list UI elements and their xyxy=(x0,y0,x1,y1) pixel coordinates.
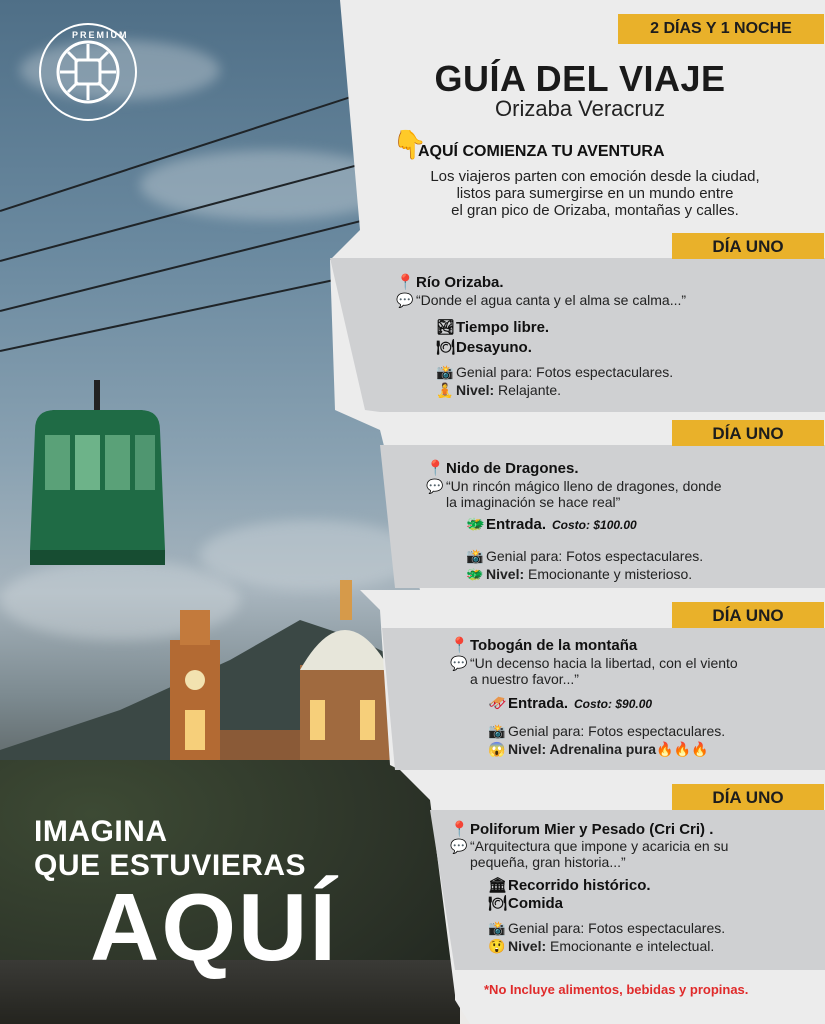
logo-text: PREMIUM xyxy=(72,30,129,40)
good-for-value: Fotos espectaculares. xyxy=(536,364,674,380)
level xyxy=(488,741,708,758)
intro-line: listos para sumergirse en un mundo entre xyxy=(456,185,734,202)
activity-item xyxy=(436,318,549,336)
level-label: Nivel: xyxy=(508,741,547,757)
place-name: Poliforum Mier y Pesado (Cri Cri) . xyxy=(470,821,714,838)
quote-line: a nuestro favor...” xyxy=(470,671,579,687)
activity-item xyxy=(488,894,563,912)
pin-icon: 📍 xyxy=(450,637,469,654)
entry-label: Entrada. xyxy=(486,516,547,533)
speech-icon: 💬 xyxy=(426,478,444,494)
caption-big: AQUÍ xyxy=(90,874,338,981)
activity-text: Desayuno. xyxy=(456,339,532,356)
speech-icon: 💬 xyxy=(450,838,468,854)
pin-icon: 📍 xyxy=(396,274,415,291)
good-for xyxy=(466,548,703,565)
level-value: Emocionante y misterioso. xyxy=(528,566,693,582)
intro-line: el gran pico de Orizaba, montañas y calles. xyxy=(451,202,739,219)
quote-line: “Arquitectura que impone y acaricia en su xyxy=(470,838,729,854)
pin-icon: 📍 xyxy=(426,460,445,477)
entry-label: Entrada. xyxy=(508,695,569,712)
good-for-value: Fotos espectaculares. xyxy=(588,723,726,739)
plate-icon: 🍽 xyxy=(488,895,508,912)
place-title xyxy=(426,459,579,477)
camera-icon: 📸 xyxy=(436,364,454,380)
good-for-label: Genial para: xyxy=(508,723,585,739)
speech-icon: 💬 xyxy=(450,655,468,671)
entry-cost: Costo: $90.00 xyxy=(574,697,653,711)
activity-item xyxy=(436,338,532,356)
quote-line: “Un rincón mágico lleno de dragones, donde xyxy=(446,478,722,494)
place-name: Río Orizaba. xyxy=(416,274,504,291)
day-badge-label: DÍA UNO xyxy=(712,424,784,443)
good-for-label: Genial para: xyxy=(508,920,585,936)
good-for-label: Genial para: xyxy=(456,364,533,380)
entry-item xyxy=(466,515,637,533)
person-icon: 🧘 xyxy=(436,382,454,398)
place-name: Nido de Dragones. xyxy=(446,460,579,477)
day-badge xyxy=(672,784,824,810)
day-badge xyxy=(672,233,824,259)
quote-line: “Donde el agua canta y el alma se calma...” xyxy=(416,292,687,308)
place-title xyxy=(396,273,504,291)
day-badge-label: DÍA UNO xyxy=(712,788,784,807)
level-label: Nivel: xyxy=(486,566,525,582)
intro-heading: AQUÍ COMIENZA TU AVENTURA xyxy=(418,143,665,160)
level xyxy=(466,566,692,583)
activity-text: Tiempo libre. xyxy=(456,319,550,336)
entry-cost: Costo: $100.00 xyxy=(552,518,637,532)
caption-line2: QUE ESTUVIERAS xyxy=(34,849,307,882)
activity-item xyxy=(488,876,651,894)
place-title xyxy=(450,820,713,838)
duration-badge xyxy=(618,14,824,44)
page-title: GUÍA DEL VIAJE xyxy=(434,58,726,99)
quote-line: la imaginación se hace real” xyxy=(446,494,621,510)
level-value: Relajante. xyxy=(498,382,562,398)
entry-item xyxy=(488,694,652,712)
day-badge xyxy=(672,602,824,628)
duration-badge-label: 2 DÍAS Y 1 NOCHE xyxy=(650,20,792,37)
quote-line: “Un decenso hacia la libertad, con el viento xyxy=(470,655,738,671)
level-value: Adrenalina pura🔥🔥🔥 xyxy=(549,741,709,757)
pointing-hand-icon: 👇 xyxy=(392,129,427,160)
camera-icon: 📸 xyxy=(488,920,506,936)
good-for-label: Genial para: xyxy=(486,548,563,564)
good-for xyxy=(436,364,673,381)
slide-icon: 🛷 xyxy=(488,695,507,712)
pin-icon: 📍 xyxy=(450,821,469,838)
museum-icon: 🏛 xyxy=(488,877,508,894)
mountain-icon: 🏞 xyxy=(436,319,456,336)
surprised-face-icon: 😲 xyxy=(488,938,506,954)
place-quote xyxy=(396,292,686,308)
scream-face-icon: 😱 xyxy=(488,741,506,757)
intro-text xyxy=(370,168,820,219)
level xyxy=(436,382,561,399)
place-title xyxy=(450,636,637,654)
caption-line1: IMAGINA xyxy=(34,815,168,848)
camera-icon: 📸 xyxy=(488,723,506,739)
level-label: Nivel: xyxy=(508,938,547,954)
place-quote xyxy=(426,478,722,510)
day-badge xyxy=(672,420,824,446)
good-for xyxy=(488,723,725,740)
place-name: Tobogán de la montaña xyxy=(470,637,638,654)
good-for-value: Fotos espectaculares. xyxy=(588,920,726,936)
level-label: Nivel: xyxy=(456,382,495,398)
footnote: *No Incluye alimentos, bebidas y propinas. xyxy=(484,982,749,997)
level-value: Emocionante e intelectual. xyxy=(550,938,715,954)
intro-line: Los viajeros parten con emoción desde la ciudad, xyxy=(430,168,760,185)
place-quote xyxy=(450,838,728,870)
place-quote xyxy=(450,655,738,687)
day-badge-label: DÍA UNO xyxy=(712,237,784,256)
speech-icon: 💬 xyxy=(396,292,414,308)
dragon-icon: 🐲 xyxy=(466,566,484,582)
level xyxy=(488,938,714,955)
quote-line: pequeña, gran historia...” xyxy=(470,854,626,870)
plate-icon: 🍽 xyxy=(436,339,456,356)
page-subtitle: Orizaba Veracruz xyxy=(495,96,665,121)
good-for xyxy=(488,920,725,937)
camera-icon: 📸 xyxy=(466,548,484,564)
day-badge-label: DÍA UNO xyxy=(712,606,784,625)
good-for-value: Fotos espectaculares. xyxy=(566,548,704,564)
activity-text: Recorrido histórico. xyxy=(508,877,651,894)
activity-text: Comida xyxy=(508,895,564,912)
dragon-icon: 🐲 xyxy=(466,516,485,533)
